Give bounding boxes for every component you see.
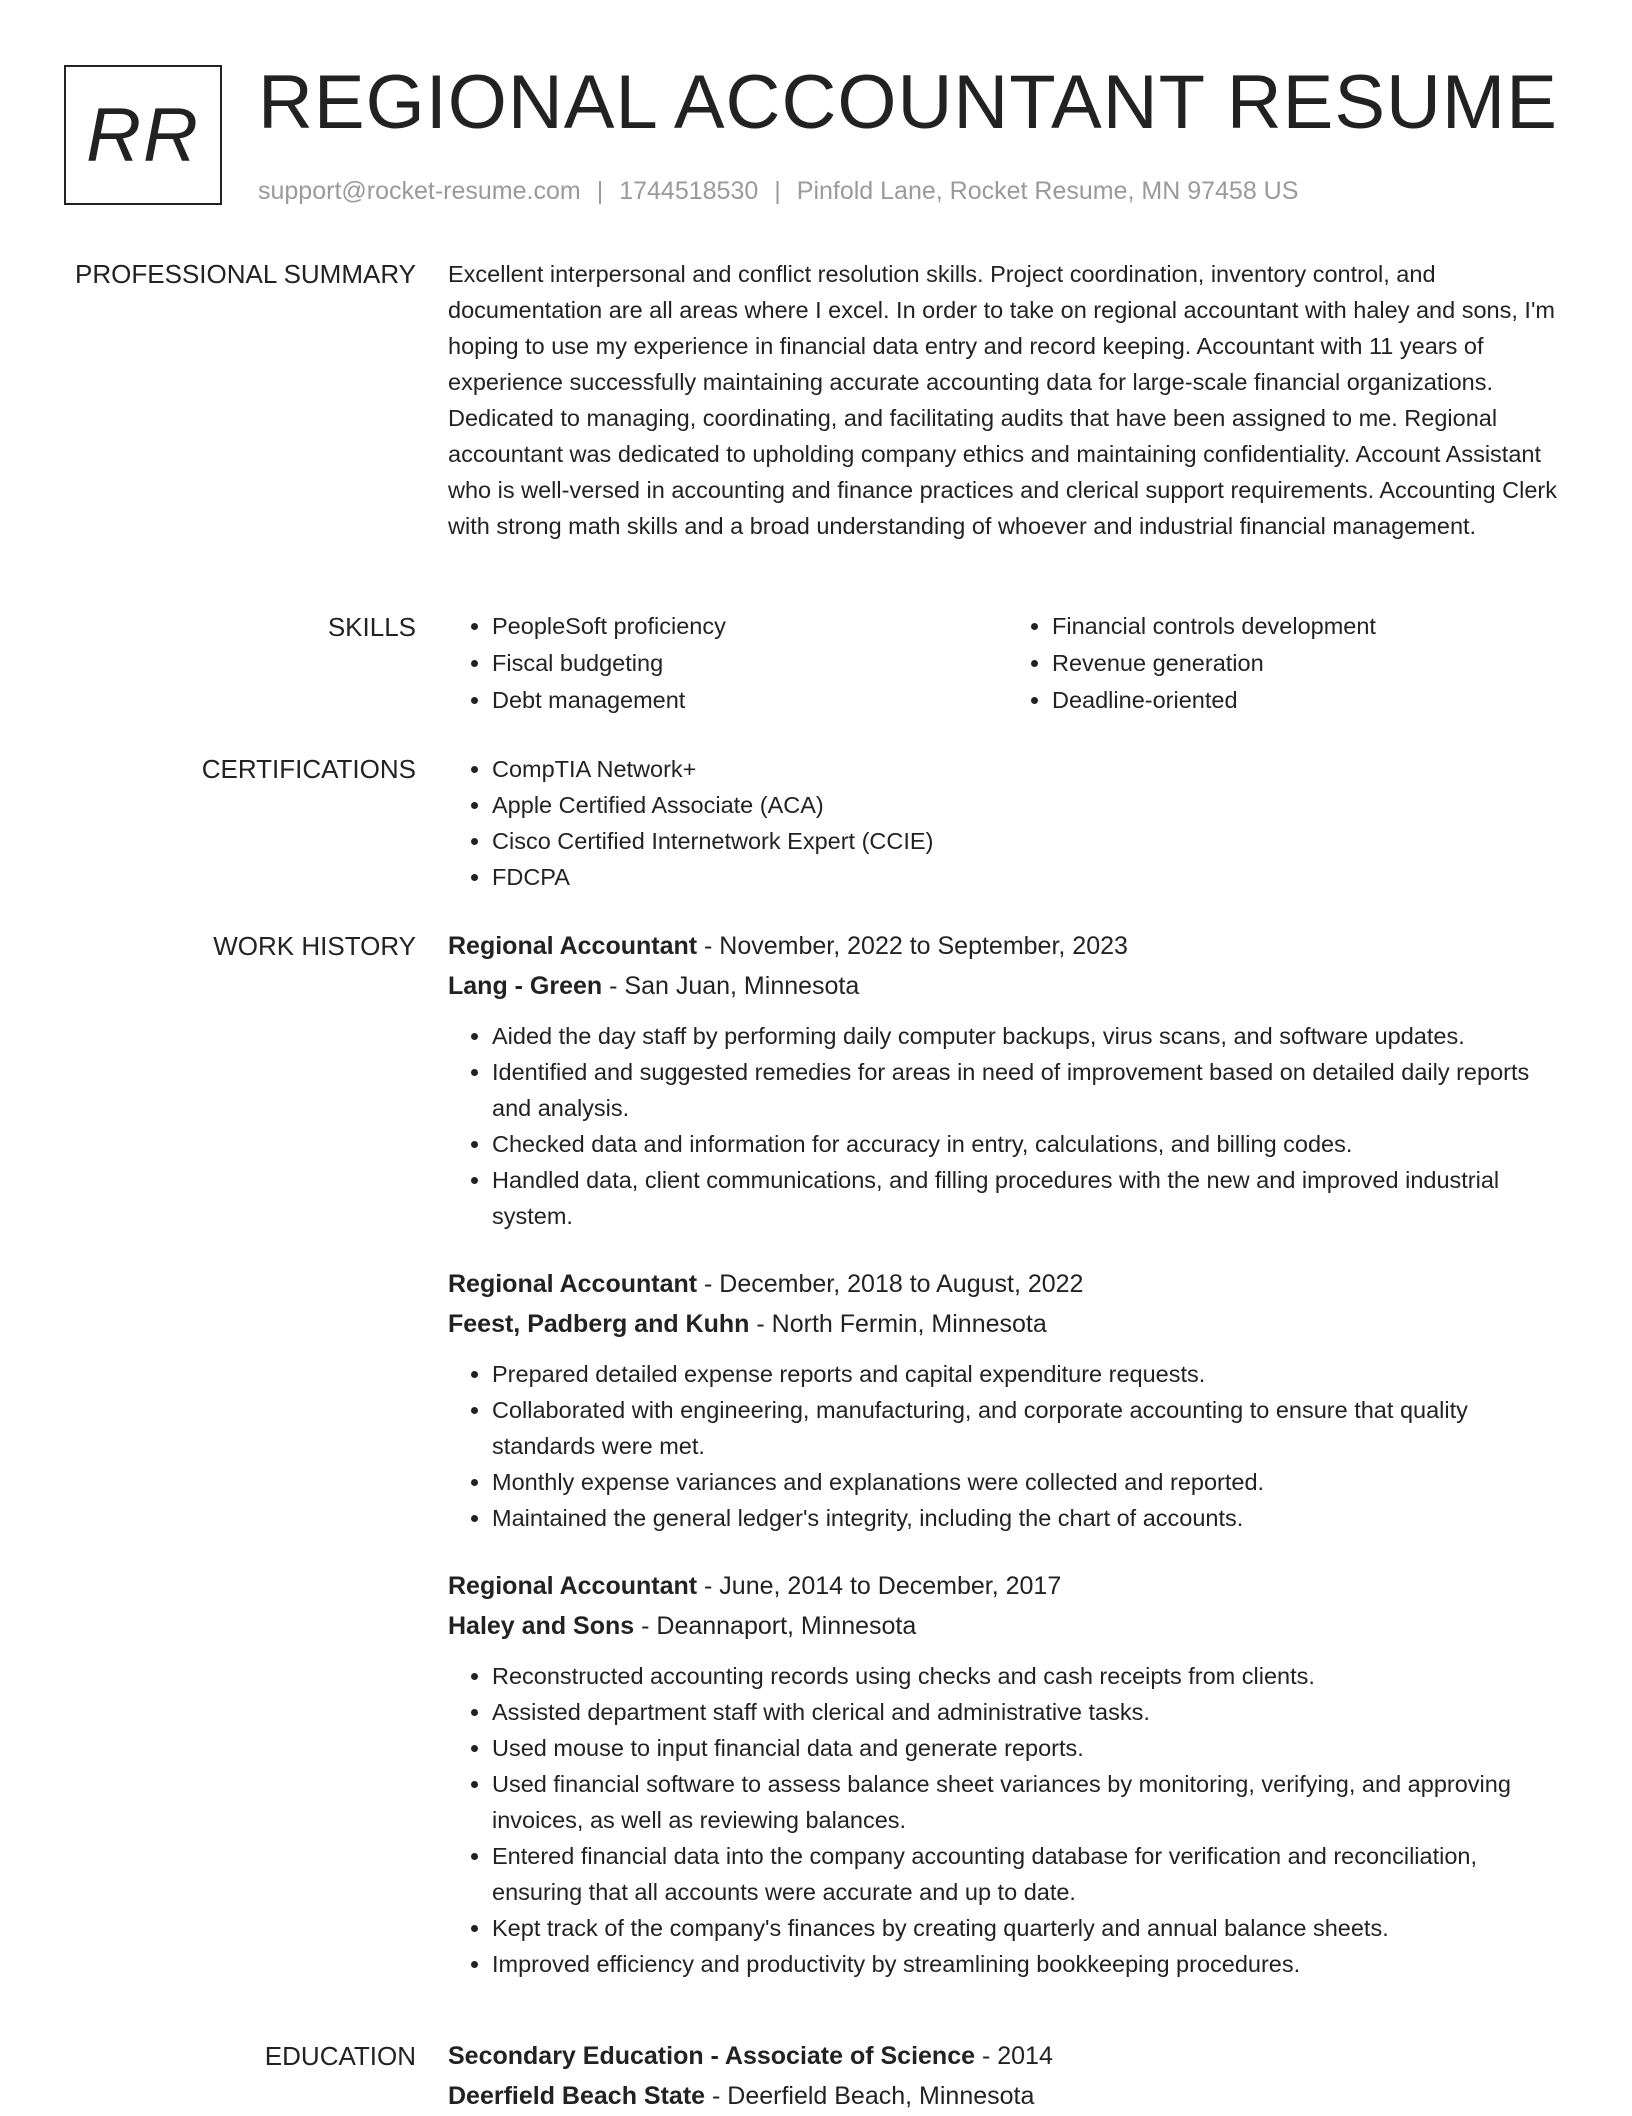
section-label-skills: SKILLS [327, 612, 416, 642]
job-title-line [448, 1264, 1568, 1304]
job-title-line [448, 1566, 1568, 1606]
section-label-summary: PROFESSIONAL SUMMARY [75, 259, 416, 289]
contact-address: Pinfold Lane, Rocket Resume, MN 97458 US [796, 177, 1299, 205]
list-item: • Assisted department staff with clerical and administrative tasks. [492, 1694, 1568, 1730]
job-company: Lang - Green [448, 972, 603, 1000]
job-bullets [448, 1658, 1568, 1982]
list-item: • Checked data and information for accuracy in entry, calculations, and billing codes. [492, 1126, 1568, 1162]
job-bullets [448, 1356, 1568, 1536]
skills-list-right [1008, 608, 1568, 719]
list-item: • Revenue generation [1052, 645, 1568, 682]
job-title: Regional Accountant [448, 932, 698, 960]
education-location: - Deerfield Beach, Minnesota [705, 2082, 1035, 2110]
job-company-line [448, 1606, 1568, 1646]
list-item: • Used financial software to assess balance sheet variances by monitoring, verifying, and approving invoices, as well as reviewing balances. [492, 1766, 1568, 1838]
summary-body [448, 256, 1568, 544]
list-item: • Debt management [492, 682, 1008, 719]
list-item: • Reconstructed accounting records using checks and cash receipts from clients. [492, 1658, 1568, 1694]
job-dates: - June, 2014 to December, 2017 [697, 1572, 1062, 1600]
skills-body [448, 608, 1568, 719]
education-school-line [448, 2076, 1568, 2116]
education-degree: Secondary Education - Associate of Science [448, 2042, 976, 2070]
list-item: • Fiscal budgeting [492, 645, 1008, 682]
list-item: • Collaborated with engineering, manufacturing, and corporate accounting to ensure that quality standards were met. [492, 1392, 1568, 1464]
list-item: • Entered financial data into the company accounting database for verification and reconciliation, ensuring that all accounts were accurate and up to date. [492, 1838, 1568, 1910]
list-item: • Financial controls development [1052, 608, 1568, 645]
list-item: • Cisco Certified Internetwork Expert (CCIE) [492, 823, 1568, 859]
education-body [448, 2036, 1568, 2116]
list-item: • Handled data, client communications, and filling procedures with the new and improved industrial system. [492, 1162, 1568, 1234]
list-item: • Aided the day staff by performing daily computer backups, virus scans, and software updates. [492, 1018, 1568, 1054]
resume-header [64, 60, 1564, 210]
contact-line [258, 177, 1298, 206]
job-entry [448, 1264, 1568, 1536]
job-company: Haley and Sons [448, 1612, 635, 1640]
list-item: • Deadline-oriented [1052, 682, 1568, 719]
education-year: - 2014 [975, 2042, 1053, 2070]
work-history-body [448, 926, 1568, 1982]
list-item: • Kept track of the company's finances by creating quarterly and annual balance sheets. [492, 1910, 1568, 1946]
certifications-body [448, 751, 1568, 895]
list-item: • FDCPA [492, 859, 1568, 895]
section-label-education: EDUCATION [264, 2041, 416, 2071]
job-company: Feest, Padberg and Kuhn [448, 1310, 750, 1338]
list-item: • CompTIA Network+ [492, 751, 1568, 787]
resume-title: REGIONAL ACCOUNTANT RESUME [258, 60, 1558, 145]
contact-separator: | [596, 177, 604, 205]
list-item: • Apple Certified Associate (ACA) [492, 787, 1568, 823]
section-label-work-history: WORK HISTORY [213, 931, 416, 961]
list-item: • Identified and suggested remedies for areas in need of improvement based on detailed daily reports and analysis. [492, 1054, 1568, 1126]
list-item: • Maintained the general ledger's integrity, including the chart of accounts. [492, 1500, 1568, 1536]
job-entry [448, 1566, 1568, 1982]
contact-email[interactable]: support@rocket-resume.com [258, 177, 581, 205]
list-item: • Improved efficiency and productivity by streamlining bookkeeping procedures. [492, 1946, 1568, 1982]
education-degree-line [448, 2036, 1568, 2076]
monogram-logo: RR [64, 65, 222, 205]
education-school: Deerfield Beach State [448, 2082, 706, 2110]
summary-text: Excellent interpersonal and conflict resolution skills. Project coordination, inventory control, and documentation are all areas where I excel. In order to take on regional accountant with haley and sons, I'm hoping to use my experience in financial data entry and record keeping. Accountant with 11 years of experience successfully maintaining accurate accounting data for large-scale financial organizations. Dedicated to managing, coordinating, and facilitating audits that have been assigned to me. Regional accountant was dedicated to upholding company ethics and maintaining confidentiality. Account Assistant who is well-versed in accounting and finance practices and clerical support requirements. Accounting Clerk with strong math skills and a broad understanding of whoever and industrial financial management. [448, 261, 1557, 539]
contact-separator: | [774, 177, 781, 205]
skills-list-left [448, 608, 1008, 719]
contact-phone[interactable]: 1744518530 [619, 177, 759, 205]
job-location: - Deannaport, Minnesota [634, 1612, 917, 1640]
list-item: • Monthly expense variances and explanations were collected and reported. [492, 1464, 1568, 1500]
list-item: • Used mouse to input financial data and generate reports. [492, 1730, 1568, 1766]
certifications-list [448, 751, 1568, 895]
job-title: Regional Accountant [448, 1572, 698, 1600]
list-item: • Prepared detailed expense reports and capital expenditure requests. [492, 1356, 1568, 1392]
job-title-line [448, 926, 1568, 966]
job-entry [448, 926, 1568, 1234]
section-label-certifications: CERTIFICATIONS [201, 754, 416, 784]
job-company-line [448, 966, 1568, 1006]
list-item: • PeopleSoft proficiency [492, 608, 1008, 645]
job-dates: - December, 2018 to August, 2022 [697, 1270, 1084, 1298]
job-dates: - November, 2022 to September, 2023 [697, 932, 1128, 960]
job-bullets [448, 1018, 1568, 1234]
job-title: Regional Accountant [448, 1270, 698, 1298]
job-location: - San Juan, Minnesota [602, 972, 860, 1000]
job-location: - North Fermin, Minnesota [749, 1310, 1047, 1338]
job-company-line [448, 1304, 1568, 1344]
